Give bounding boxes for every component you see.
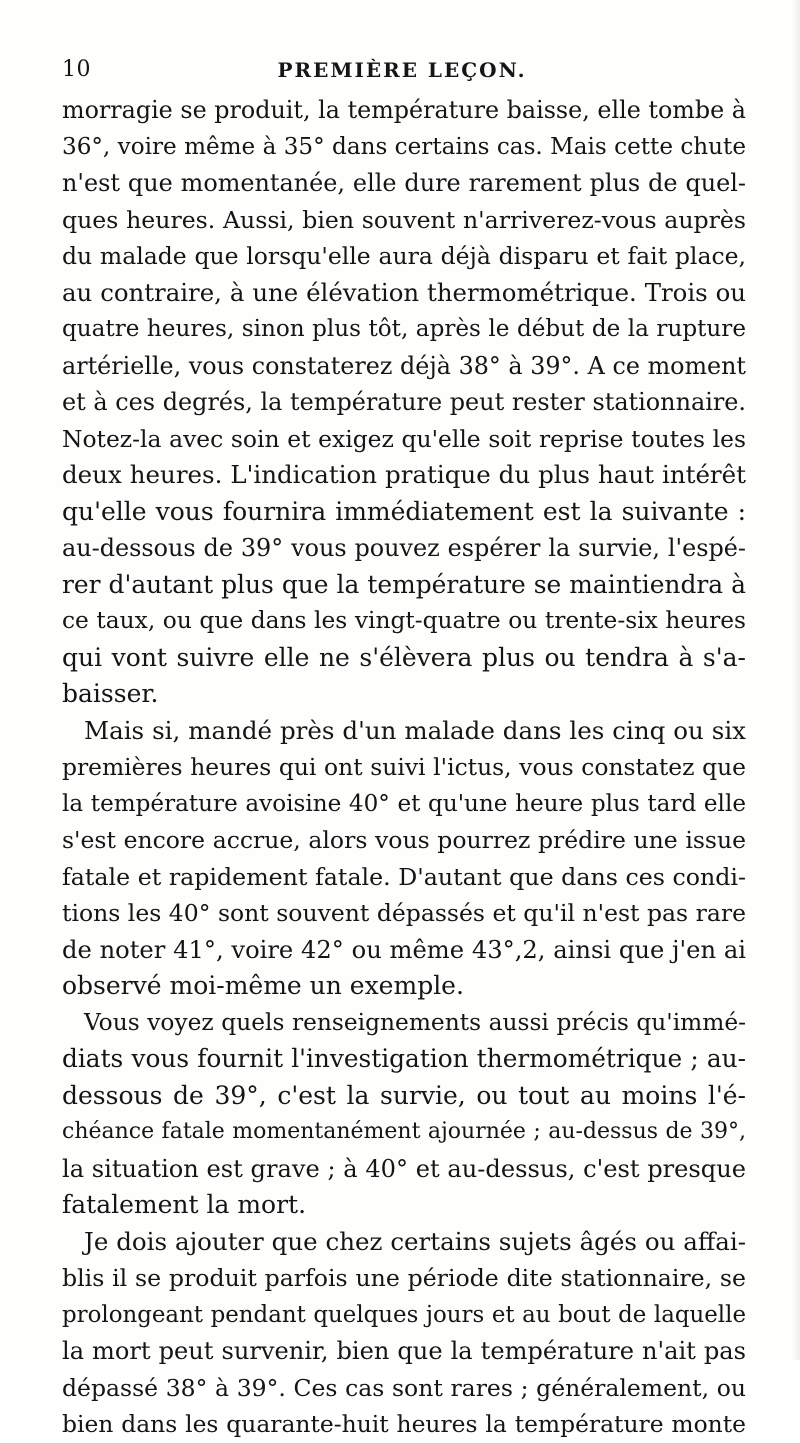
text-line: artérielle, vous constaterez déjà 38° à 39°. A ce moment [62,351,746,380]
text-line: quatre heures, sinon plus tôt, après le début de la rupture [62,316,746,342]
text-line: ques heures. Aussi, bien souvent n'arriverez-vous auprès [62,205,746,234]
text-line: s'est encore accrue, alors vous pourrez prédire une issue [62,826,746,854]
page-edge-shadow [792,0,800,1360]
text-line: au contraire, à une élévation thermométrique. Trois ou [62,277,746,307]
text-line: qui vont suivre elle ne s'élèvera plus ou tendra à s'a- [62,642,746,672]
text-line: dépassé 38° à 39°. Ces cas sont rares ; généralement, ou [62,1373,746,1402]
paragraph-start-line: Vous voyez quels renseignements aussi précis qu'immé- [84,1008,746,1036]
text-line: 36°, voire même à 35° dans certains cas. Mais cette chute [62,133,746,160]
text-line: la mort peut survenir, bien que la température n'ait pas [62,1337,746,1365]
text-line: blis il se produit parfois une période dite stationnaire, se [62,1264,746,1292]
page-number: 10 [62,57,91,82]
text-line: au-dessous de 39° vous pouvez espérer la survie, l'espé- [62,534,746,562]
body-text [62,92,746,1443]
paragraph-start-line: Mais si, mandé près d'un malade dans les cinq ou six [84,715,746,745]
text-line: la température avoisine 40° et qu'une heure plus tard elle [62,790,746,817]
text-line: chéance fatale momentanément ajournée ; au-dessus de 39°, [62,1119,746,1144]
text-line: morragie se produit, la température baisse, elle tombe à [62,96,746,124]
paragraph-end-line: fatalement la mort. [62,1190,307,1219]
running-title: PREMIÈRE LEÇON. [277,58,527,82]
text-line: de noter 41°, voire 42° ou même 43°,2, ainsi que j'en ai [62,935,746,964]
text-line: bien dans les quarante-huit heures la température monte [62,1410,746,1438]
running-head [62,52,742,88]
text-line: diats vous fournit l'investigation thermométrique ; au- [62,1044,746,1073]
text-line: tions les 40° sont souvent dépassés et qu'il n'est pas rare [62,899,746,927]
text-line: premières heures qui ont suivi l'ictus, vous constatez que [62,753,746,781]
text-line: du malade que lorsqu'elle aura déjà disparu et fait place, [62,242,746,270]
text-line: rer d'autant plus que la température se maintiendra à [62,569,746,599]
text-line: deux heures. L'indication pratique du plus haut intérêt [62,460,746,489]
text-line: fatale et rapidement fatale. D'autant que dans ces condi- [62,862,746,891]
text-line: n'est que momentanée, elle dure rarement plus de quel- [62,169,746,197]
text-line: Notez-la avec soin et exigez qu'elle soit reprise toutes les [62,424,746,453]
text-line: et à ces degrés, la température peut rester stationnaire. [62,388,746,416]
text-line: dessous de 39°, c'est la survie, ou tout au moins l'é- [62,1080,746,1110]
text-line: qu'elle vous fournira immédiatement est la suivante : [62,496,746,526]
paragraph-end-line: baisser. [62,679,159,708]
text-line: prolongeant pendant quelques jours et au bout de laquelle [62,1301,746,1328]
text-line: la situation est grave ; à 40° et au-dessus, c'est presque [62,1154,746,1183]
text-line: ce taux, ou que dans les vingt-quatre ou trente-six heures [62,607,746,634]
paragraph-start-line: Je dois ajouter que chez certains sujets âgés ou affai- [84,1226,746,1256]
paragraph-end-line: observé moi-même un exemple. [62,971,464,1000]
